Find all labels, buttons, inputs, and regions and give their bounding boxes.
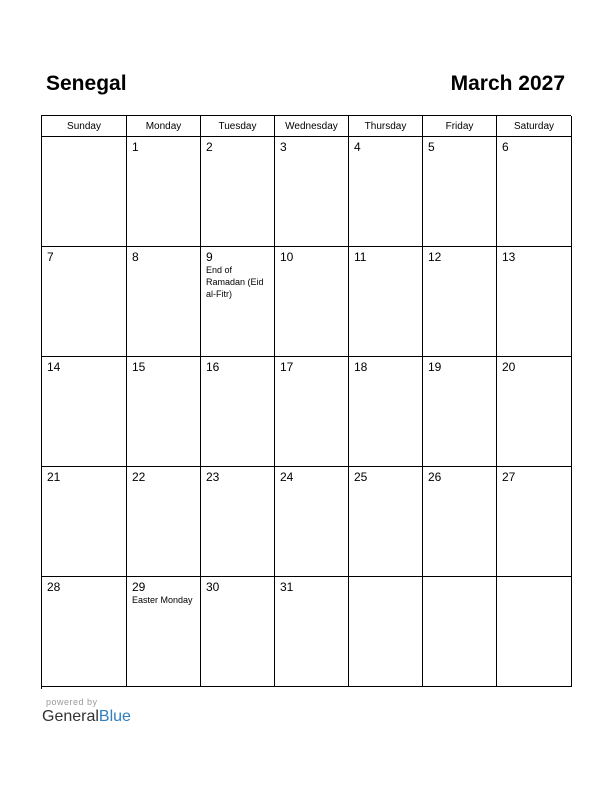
day-cell	[201, 467, 275, 577]
day-cell	[42, 357, 127, 467]
day-number: 31	[280, 580, 294, 594]
day-number: 23	[206, 470, 220, 484]
day-number: 11	[354, 250, 367, 264]
day-number: 30	[206, 580, 220, 594]
day-number: 25	[354, 470, 368, 484]
day-cell	[275, 577, 349, 687]
holiday-event: Easter Monday	[132, 595, 193, 605]
day-cell	[127, 467, 201, 577]
day-cell	[497, 467, 572, 577]
day-number: 8	[132, 250, 139, 264]
day-cell	[275, 357, 349, 467]
day-cell	[423, 467, 497, 577]
weekday-header: Tuesday	[201, 116, 275, 137]
brand-general-text: General	[42, 708, 99, 725]
day-cell	[423, 357, 497, 467]
weekday-header: Monday	[127, 116, 201, 137]
day-cell	[349, 247, 423, 357]
day-cell	[42, 577, 127, 687]
day-number: 27	[502, 470, 516, 484]
day-number: 12	[428, 250, 442, 264]
calendar-month-title: March 2027	[450, 72, 565, 95]
day-number: 17	[280, 360, 294, 374]
day-cell	[201, 357, 275, 467]
day-cell	[275, 137, 349, 247]
day-cell	[127, 357, 201, 467]
day-cell	[42, 137, 127, 247]
day-number: 13	[502, 250, 516, 264]
weekday-header: Friday	[423, 116, 497, 137]
day-number: 21	[47, 470, 61, 484]
day-cell	[42, 467, 127, 577]
day-cell	[127, 137, 201, 247]
day-cell	[42, 247, 127, 357]
day-cell	[423, 247, 497, 357]
day-cell	[349, 357, 423, 467]
day-number: 29	[132, 580, 146, 594]
day-number: 28	[47, 580, 61, 594]
day-cell	[201, 247, 275, 357]
day-number: 9	[206, 250, 213, 264]
day-number: 16	[206, 360, 220, 374]
day-number: 5	[428, 140, 435, 154]
day-number: 3	[280, 140, 287, 154]
day-number: 24	[280, 470, 294, 484]
powered-by-label: powered by	[46, 697, 98, 707]
day-number: 20	[502, 360, 516, 374]
day-number: 6	[502, 140, 509, 154]
day-number: 14	[47, 360, 61, 374]
day-cell	[423, 137, 497, 247]
day-number: 1	[132, 140, 139, 154]
day-number: 18	[354, 360, 368, 374]
weekday-header: Sunday	[42, 116, 127, 137]
day-cell	[275, 467, 349, 577]
day-number: 2	[206, 140, 213, 154]
weekday-header: Saturday	[497, 116, 572, 137]
brand-blue-text: Blue	[98, 708, 131, 725]
calendar-grid	[42, 116, 571, 687]
generalblue-logo[interactable]	[42, 708, 131, 726]
day-cell	[349, 577, 423, 687]
day-cell	[497, 247, 572, 357]
day-cell	[127, 247, 201, 357]
day-number: 19	[428, 360, 442, 374]
day-cell	[423, 577, 497, 687]
day-cell	[275, 247, 349, 357]
day-cell	[201, 577, 275, 687]
weekday-header: Wednesday	[275, 116, 349, 137]
day-cell	[497, 577, 572, 687]
day-number: 15	[132, 360, 146, 374]
day-cell	[349, 137, 423, 247]
day-cell	[497, 357, 572, 467]
holiday-event: End of Ramadan (Eid al-Fitr)	[206, 265, 264, 299]
day-number: 10	[280, 250, 294, 264]
day-cell	[497, 137, 572, 247]
day-cell	[201, 137, 275, 247]
day-cell	[349, 467, 423, 577]
day-number: 4	[354, 140, 361, 154]
calendar-country-title: Senegal	[46, 72, 127, 95]
day-number: 7	[47, 250, 54, 264]
calendar-table	[41, 115, 571, 689]
day-number: 26	[428, 470, 442, 484]
day-number: 22	[132, 470, 146, 484]
day-cell	[127, 577, 201, 687]
weekday-header: Thursday	[349, 116, 423, 137]
